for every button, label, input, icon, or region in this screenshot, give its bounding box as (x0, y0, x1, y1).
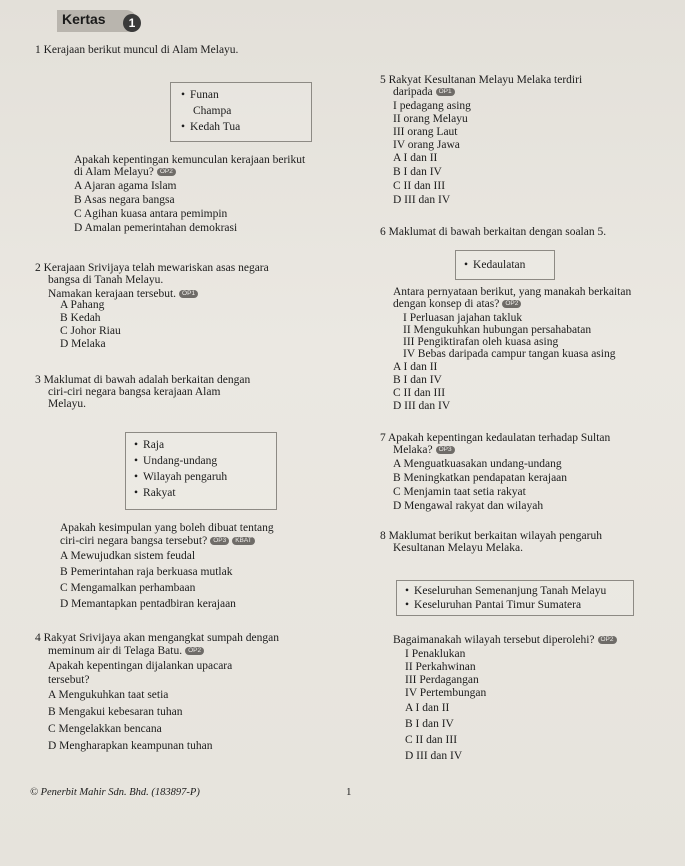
q6-box-item: • Kedaulatan (464, 259, 525, 272)
q7-option-a[interactable]: A Menguatkuasakan undang-undang (393, 458, 562, 470)
q2-question: Namakan kerajaan tersebut. OP1 (48, 288, 198, 301)
q1-option-a[interactable]: A Ajaran agama Islam (74, 180, 177, 192)
section-header-label: Kertas (62, 11, 106, 27)
q3-question: Apakah kesimpulan yang boleh dibuat tentang (60, 522, 274, 534)
q3-stem-cont: ciri-ciri negara bangsa kerajaan Alam (48, 386, 221, 398)
q5-item: I pedagang asing (393, 100, 471, 112)
q6-option-c[interactable]: C II dan III (393, 387, 446, 399)
q4-stem-cont: meminum air di Telaga Batu. OP2 (48, 645, 204, 658)
q4-question: Apakah kepentingan dijalankan upacara (48, 660, 233, 672)
q8-stem-cont: Kesultanan Melayu Melaka. (393, 542, 523, 554)
q5-item: IV orang Jawa (393, 139, 460, 151)
q7-op-badge: OP3 (436, 446, 455, 454)
q6-item: III Pengiktirafan oleh kuasa asing (403, 336, 559, 348)
q2-option-b[interactable]: B Kedah (60, 312, 101, 324)
q6-question: Antara pernyataan berikut, yang manakah berkaitan (393, 286, 632, 298)
q6-item: II Mengukuhkan hubungan persahabatan (403, 324, 592, 336)
q8-list-item: II Perkahwinan (405, 661, 476, 673)
q6-op-badge: OP2 (502, 300, 521, 308)
publisher-footer: © Penerbit Mahir Sdn. Bhd. (183897-P) (30, 787, 200, 798)
q3-stem-end: Melayu. (48, 398, 87, 410)
q7-option-b[interactable]: B Meningkatkan pendapatan kerajaan (393, 472, 568, 484)
q6-item: IV Bebas daripada campur tangan kuasa asing (403, 348, 616, 360)
q1-question-cont: di Alam Melayu? OP2 (74, 166, 176, 179)
q7-option-c[interactable]: C Menjamin taat setia rakyat (393, 486, 526, 498)
q3-item: • Undang-undang (134, 455, 217, 468)
q6-question-cont: dengan konsep di atas? OP2 (393, 298, 521, 311)
q4-option-a[interactable]: A Mengukuhkan taat setia (48, 689, 169, 701)
q2-stem: 2 Kerajaan Srivijaya telah mewariskan asas negara (35, 262, 269, 274)
q1-item: Champa (193, 105, 232, 117)
q1-option-c[interactable]: C Agihan kuasa antara pemimpin (74, 208, 228, 220)
q8-option-c[interactable]: C II dan III (405, 734, 458, 746)
q8-op-badge: OP2 (598, 636, 617, 644)
q1-option-b[interactable]: B Asas negara bangsa (74, 194, 175, 206)
page-number: 1 (346, 786, 352, 798)
q8-list-item: IV Pertembungan (405, 687, 487, 699)
q8-item: • Keseluruhan Pantai Timur Sumatera (405, 599, 581, 612)
q1-item: • Funan (181, 89, 219, 102)
q3-item: • Wilayah pengaruh (134, 471, 227, 484)
q8-option-d[interactable]: D III dan IV (405, 750, 463, 762)
q2-stem-cont: bangsa di Tanah Melayu. (48, 274, 164, 286)
q5-op-badge: OP1 (436, 88, 455, 96)
q7-stem: 7 Apakah kepentingan kedaulatan terhadap Sultan (380, 432, 611, 444)
q3-question-cont: ciri-ciri negara bangsa tersebut? OP3 KBAT (60, 535, 255, 548)
q3-kbat-badge: KBAT (232, 537, 255, 545)
q3-option-d[interactable]: D Memantapkan pentadbiran kerajaan (60, 598, 236, 610)
q4-option-d[interactable]: D Mengharapkan keampunan tuhan (48, 740, 213, 752)
q3-option-a[interactable]: A Mewujudkan sistem feudal (60, 550, 196, 562)
q1-question: Apakah kepentingan kemunculan kerajaan berikut (74, 154, 306, 166)
q3-item: • Raja (134, 439, 164, 452)
q1-item: • Kedah Tua (181, 121, 240, 134)
q6-option-d[interactable]: D III dan IV (393, 400, 451, 412)
q6-item: I Perluasan jajahan takluk (403, 312, 523, 324)
q1-option-d[interactable]: D Amalan pemerintahan demokrasi (74, 222, 238, 234)
q5-stem-cont: daripada OP1 (393, 86, 455, 99)
q5-stem: 5 Rakyat Kesultanan Melayu Melaka terdiri (380, 74, 583, 86)
q2-option-d[interactable]: D Melaka (60, 338, 106, 350)
q4-option-c[interactable]: C Mengelakkan bencana (48, 723, 162, 735)
q8-option-a[interactable]: A I dan II (405, 702, 450, 714)
q6-stem: 6 Maklumat di bawah berkaitan dengan soalan 5. (380, 226, 607, 238)
q8-option-b[interactable]: B I dan IV (405, 718, 454, 730)
q8-item: • Keseluruhan Semenanjung Tanah Melayu (405, 585, 606, 598)
q3-option-c[interactable]: C Mengamalkan perhambaan (60, 582, 196, 594)
q5-option-d[interactable]: D III dan IV (393, 194, 451, 206)
q6-info-box (455, 250, 555, 280)
q4-option-b[interactable]: B Mengakui kebesaran tuhan (48, 706, 183, 718)
q4-op-badge: OP2 (185, 647, 204, 655)
q8-list-item: I Penaklukan (405, 648, 466, 660)
q4-stem: 4 Rakyat Srivijaya akan mengangkat sumpah dengan (35, 632, 279, 644)
q2-option-c[interactable]: C Johor Riau (60, 325, 121, 337)
q1-stem: 1 Kerajaan berikut muncul di Alam Melayu. (35, 44, 239, 56)
q3-stem: 3 Maklumat di bawah adalah berkaitan dengan (35, 374, 251, 386)
section-header-number: 1 (123, 14, 141, 32)
q8-question: Bagaimanakah wilayah tersebut diperolehi? OP2 (393, 634, 617, 647)
q3-op-badge: OP3 (210, 537, 229, 545)
q5-option-a[interactable]: A I dan II (393, 152, 438, 164)
q8-list-item: III Perdagangan (405, 674, 479, 686)
q7-option-d[interactable]: D Mengawal rakyat dan wilayah (393, 500, 544, 512)
q5-item: II orang Melayu (393, 113, 468, 125)
q3-item: • Rakyat (134, 487, 176, 500)
q1-info-box (170, 82, 312, 142)
q3-option-b[interactable]: B Pemerintahan raja berkuasa mutlak (60, 566, 233, 578)
q5-item: III orang Laut (393, 126, 458, 138)
q2-op-badge: OP1 (179, 290, 198, 298)
q4-question-cont: tersebut? (48, 674, 90, 686)
q6-option-b[interactable]: B I dan IV (393, 374, 442, 386)
q3-info-box (125, 432, 277, 510)
q2-option-a[interactable]: A Pahang (60, 299, 105, 311)
q5-option-b[interactable]: B I dan IV (393, 166, 442, 178)
q7-stem-cont: Melaka? OP3 (393, 444, 455, 457)
q8-stem: 8 Maklumat berikut berkaitan wilayah pengaruh (380, 530, 602, 542)
q5-option-c[interactable]: C II dan III (393, 180, 446, 192)
q6-option-a[interactable]: A I dan II (393, 361, 438, 373)
q8-info-box (396, 580, 634, 616)
q1-op-badge: OP2 (157, 168, 176, 176)
